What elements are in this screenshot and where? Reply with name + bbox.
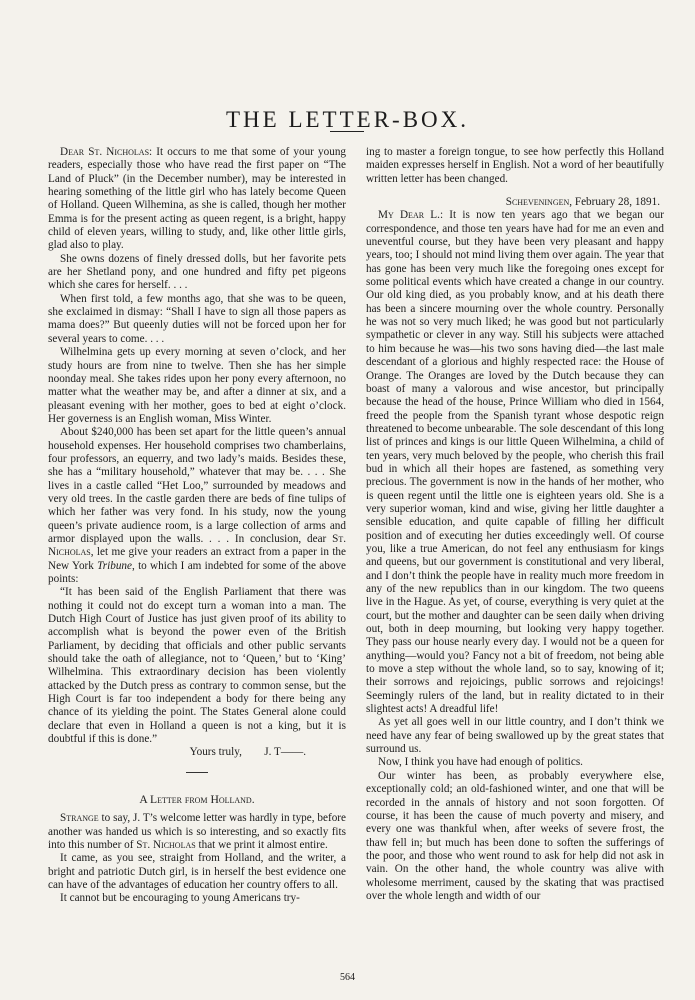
left-column: [48, 146, 346, 906]
right-column: [366, 146, 664, 903]
letter-paragraph: She owns dozens of finely dressed dolls, but her favorite pets are her Shetland pony, and one hundred and fifty pet pigeons which she cares for herself. . . .: [48, 252, 346, 292]
title-rule: [330, 131, 364, 132]
editor-paragraph: It came, as you see, straight from Holland, and the writer, a bright and patriotic Dutch girl, is in herself the best evidence one can have of the advantages of education her country offers to all.: [48, 852, 346, 891]
quoted-extract: “It has been said of the English Parliament that there was nothing it could not do except turn a woman into a man. The Dutch High Court of Justice has just given proof of its ability to accomplish what is beyond the power even of the British Parliament, by deciding that officials and other public servants should take the oath of allegiance, not to ‘Queen,’ but to ‘King’ Wilhelmina. This extraordinary decision has been violently attacked by the Dutch press as contrary to common sense, but the High Court is far too independent a body for there being any chance of its yielding the point. The States General alone could declare that even in Holland a queen is not a king, but it is doubtful if this is done.”: [48, 586, 346, 746]
page-number: 564: [340, 972, 355, 983]
letter-paragraph: Our winter has been, as probably everywhere else, exceptionally cold; an old-fashioned winter, and one that will be recorded in the annals of history and not soon forgotten. Of course, it has been the cause of much poverty and misery, and every one was thankful when, after weeks of severe frost, the thaw fell in; but much has been done to soften the sufferings of the poor, and those who went round to ask for help did not ask in vain. On the other hand, the whole country was alive with wholesome merriment, caused by the skating that was practised over the whole length and width of our: [366, 769, 664, 902]
letter-paragraph: When first told, a few months ago, that she was to be queen, she exclaimed in dismay: “Shall I have to sign all those papers as mama does?” But queenly duties will not be forced upon her for several years to come. . . .: [48, 292, 346, 345]
newspaper-name: Tribune: [97, 559, 132, 572]
letter-paragraph: About $240,000 has been set apart for the little queen’s annual household expenses. Her household comprises two chamberlains, four professors, an equerry, and two lady’s maids. Besides these, she has a “military household,” whatever that may be. . . . She lives in a castle called “Het Loo,” surrounded by meadows and very old trees. In the castle garden there are beds of fine tulips of which her father was very fond. In his study, now the young queen’s private audience room, is a large collection of arms and armor displayed upon the walls. . . . In conclusion, dear St. Nicholas, let me give your readers an extract from a paper in the New York Tribune, to which I am indebted for some of the above points:: [48, 426, 346, 585]
page-title: THE LETTER-BOX.: [225, 107, 469, 133]
letter-paragraph: As yet all goes well in our little country, and I don’t think we need have any fear of being swallowed up by the great states that surround us.: [366, 716, 664, 756]
letter-paragraph: Wilhelmina gets up every morning at seven o’clock, and her study hours are from nine to twelve. Then she has her simple noonday meal. She takes rides upon her pony every afternoon, no matter what the weather may be, and after a dinner at six, and a pleasant evening with her mother, goes to bed at eight o’clock. Her governess is an English woman, Miss Winter.: [48, 346, 346, 425]
section-heading: A Letter from Holland.: [139, 792, 255, 806]
letter-paragraph: My Dear L.: It is now ten years ago that we began our correspondence, and those ten years have had for me an even and uneventful course, but they have been very pleasant and happy years, too; I should not mind living them over again. The year that has gone has been very much like the foregoing ones except for some political events which have created a change in our country. Our old king died, as you probably know, and at his death there has been a sincere mourning over the whole country. Personally he was not so very much liked; he was good but not particularly sympathetic or clever in any way. Still his subjects were attached to him because he was—his two sons having died—the last male descendant of a glorious and highly respected race: the House of Orange. The Oranges are loved by the Dutch because they can boast of many a valorous and wise ancestor, but principally because the head of the house, Prince William who died in 1564, freed the people from the Spanish tyrant whose despotic reign threatened to become unbearable. The sole descendant of this long list of princes and kings is our little Queen Wilhelmina, a child of ten years, very much beloved by the people, who cherish this frail bud in which all their hopes are fastened, as something very precious. The government is now in the hands of her mother, who is queen regent until the little one is eighteen years old. She is a very superior woman, kind and wise, giving her little daughter a sensible education, and quite capable of filling her difficult position and of executing her duties exceedingly well. Of course you, like a true American, do not feel any enthusiasm for kings and queens, but our government is constitutional and very liberal, and I don’t think the people have in reality much more freedom in any of the new republics than in our kingdom. The two queens live in the Hague. As yet, of course, everything is very quiet at the court, but the mother and daughter can be seen daily when driving out, both in deep mourning, but looking very happy together. They pass our house nearly every day. I would not be a queen for anything—would you? Fancy not a bit of freedom, not being able to move a step without the whole land, so to say, knowing of it; their sorrows and rejoicings, public sorrows and rejoicings! Seemingly rulers of the land, but in reality dictated to in their slightest acts! A dreadful life!: [366, 209, 664, 716]
letter-dateline: Scheveningen, February 28, 1891.: [505, 196, 660, 209]
salutation: Dear St. Nicholas: [60, 146, 150, 158]
salutation: My Dear L.: [378, 209, 440, 222]
editor-paragraph-continued: ing to master a foreign tongue, to see how perfectly this Holland maiden expresses herself in English. Not a word of her beautifully written letter has been changed.: [366, 146, 664, 185]
editor-paragraph: It cannot but be encouraging to young Americans try-: [60, 892, 300, 905]
letter-paragraph: Now, I think you have had enough of politics.: [378, 756, 583, 769]
letter-paragraph: Dear St. Nicholas: It occurs to me that some of your young readers, especially those who have read the first paper on “The Land of Pluck” (in the December number), may be interested in hearing something of the little girl who has lately become Queen of Holland. Queen Wilhemina, as she is called, though her mother Emma is for the present acting as queen regent, is a bright, happy child of eleven years, willing to study, and, like other little girls, glad also to play.: [48, 146, 347, 252]
letter-signoff: Yours truly, J. T——.: [189, 746, 306, 759]
editor-paragraph: Strange to say, J. T’s welcome letter was hardly in type, before another was handed us which is so interesting, and so exactly fits into this number of St. Nicholas that we print it almost entire.: [48, 812, 346, 851]
section-divider: [186, 772, 208, 773]
